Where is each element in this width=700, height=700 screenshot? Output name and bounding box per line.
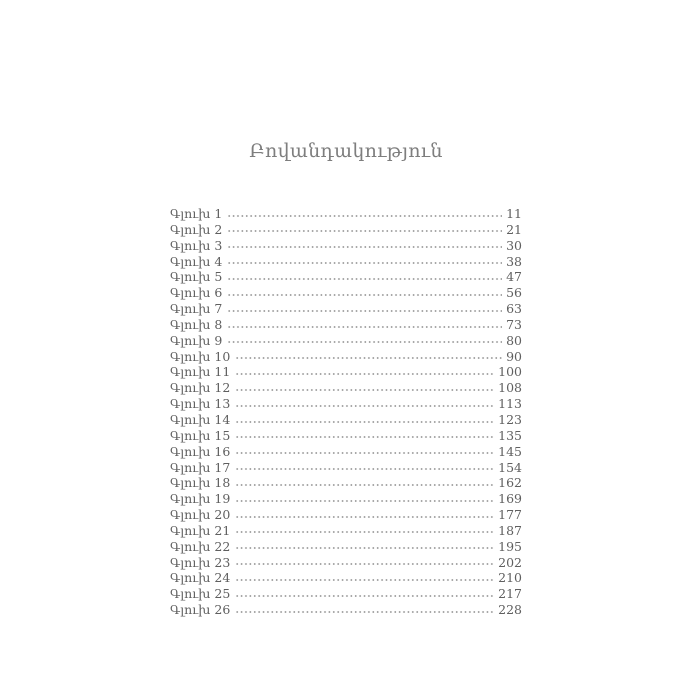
toc-entry[interactable] — [170, 460, 522, 476]
page-number: 11 — [506, 206, 522, 221]
page-number: 38 — [506, 253, 522, 269]
toc-list — [170, 206, 522, 618]
dot-leader — [235, 399, 494, 408]
chapter-label: Գլուխ 18 — [170, 475, 231, 491]
chapter-label: Գլուխ 21 — [170, 522, 231, 538]
page-number: 228 — [498, 602, 522, 618]
toc-entry[interactable] — [170, 254, 522, 270]
toc-entry[interactable] — [170, 555, 522, 571]
toc-entry[interactable] — [170, 475, 522, 491]
toc-entry[interactable] — [170, 444, 522, 460]
page-number: 30 — [506, 237, 522, 253]
chapter-label: Գլուխ 15 — [170, 427, 231, 443]
chapter-label: Գլուխ 3 — [170, 237, 223, 253]
dot-leader — [227, 288, 502, 297]
dot-leader — [235, 447, 494, 456]
toc-entry[interactable] — [170, 285, 522, 301]
chapter-label: Գլուխ 12 — [170, 380, 231, 396]
dot-leader — [235, 383, 494, 392]
dot-leader — [227, 320, 502, 329]
dot-leader — [235, 589, 494, 598]
toc-entry[interactable] — [170, 539, 522, 555]
chapter-label: Գլուխ 1 — [170, 206, 223, 221]
chapter-label: Գլուխ 8 — [170, 316, 223, 332]
chapter-label: Գլուխ 17 — [170, 459, 231, 475]
dot-leader — [235, 367, 494, 376]
dot-leader — [235, 573, 494, 582]
page-number: 90 — [506, 348, 522, 364]
toc-entry[interactable] — [170, 238, 522, 254]
page-number: 195 — [498, 538, 522, 554]
page-number: 123 — [498, 411, 522, 427]
chapter-label: Գլուխ 5 — [170, 269, 223, 285]
toc-entry[interactable] — [170, 602, 522, 618]
toc-entry[interactable] — [170, 523, 522, 539]
toc-entry[interactable] — [170, 380, 522, 396]
chapter-label: Գլուխ 16 — [170, 443, 231, 459]
chapter-label: Գլուխ 20 — [170, 507, 231, 523]
page-number: 21 — [506, 221, 522, 237]
chapter-label: Գլուխ 26 — [170, 602, 231, 618]
chapter-label: Գլուխ 22 — [170, 538, 231, 554]
dot-leader — [227, 225, 502, 234]
toc-entry[interactable] — [170, 428, 522, 444]
chapter-label: Գլուխ 23 — [170, 554, 231, 570]
dot-leader — [235, 494, 494, 503]
dot-leader — [227, 304, 502, 313]
page-number: 108 — [498, 380, 522, 396]
toc-entry[interactable] — [170, 412, 522, 428]
page-number: 47 — [506, 269, 522, 285]
dot-leader — [235, 605, 494, 614]
chapter-label: Գլուխ 7 — [170, 301, 223, 317]
chapter-label: Գլուխ 4 — [170, 253, 223, 269]
chapter-label: Գլուխ 2 — [170, 221, 223, 237]
chapter-label: Գլուխ 9 — [170, 332, 223, 348]
chapter-label: Գլուխ 24 — [170, 570, 231, 586]
dot-leader — [227, 209, 502, 218]
page-number: 100 — [498, 364, 522, 380]
toc-entry[interactable] — [170, 570, 522, 586]
chapter-label: Գլուխ 19 — [170, 491, 231, 507]
page-number: 63 — [506, 301, 522, 317]
page-number: 187 — [498, 522, 522, 538]
chapter-label: Գլուխ 10 — [170, 348, 231, 364]
toc-entry[interactable] — [170, 364, 522, 380]
toc-entry[interactable] — [170, 317, 522, 333]
dot-leader — [235, 463, 494, 472]
dot-leader — [235, 352, 502, 361]
dot-leader — [227, 241, 502, 250]
page-number: 154 — [498, 459, 522, 475]
toc-entry[interactable] — [170, 396, 522, 412]
dot-leader — [235, 526, 494, 535]
dot-leader — [227, 257, 502, 266]
page-number: 73 — [506, 316, 522, 332]
chapter-label: Գլուխ 11 — [170, 364, 231, 380]
dot-leader — [227, 336, 502, 345]
toc-entry[interactable] — [170, 491, 522, 507]
page-number: 210 — [498, 570, 522, 586]
toc-entry[interactable] — [170, 507, 522, 523]
chapter-label: Գլուխ 13 — [170, 396, 231, 412]
chapter-label: Գլուխ 6 — [170, 285, 223, 301]
dot-leader — [235, 431, 494, 440]
page-number: 135 — [498, 427, 522, 443]
page-number: 145 — [498, 443, 522, 459]
dot-leader — [227, 272, 502, 281]
page-number: 80 — [506, 332, 522, 348]
toc-entry[interactable] — [170, 222, 522, 238]
toc-entry[interactable] — [170, 301, 522, 317]
toc-entry[interactable] — [170, 206, 522, 222]
toc-entry[interactable] — [170, 349, 522, 365]
page-number: 202 — [498, 554, 522, 570]
page-number: 56 — [506, 285, 522, 301]
page-number: 113 — [498, 396, 522, 412]
toc-title: Բովանդակություն — [249, 140, 443, 162]
page-number: 169 — [498, 491, 522, 507]
dot-leader — [235, 510, 494, 519]
page-number: 177 — [498, 507, 522, 523]
chapter-label: Գլուխ 25 — [170, 586, 231, 602]
dot-leader — [235, 542, 494, 551]
dot-leader — [235, 558, 494, 567]
toc-entry[interactable] — [170, 586, 522, 602]
page-number: 217 — [498, 586, 522, 602]
page-number: 162 — [498, 475, 522, 491]
toc-entry[interactable] — [170, 269, 522, 285]
chapter-label: Գլուխ 14 — [170, 411, 231, 427]
dot-leader — [235, 415, 494, 424]
dot-leader — [235, 478, 494, 487]
toc-entry[interactable] — [170, 333, 522, 349]
